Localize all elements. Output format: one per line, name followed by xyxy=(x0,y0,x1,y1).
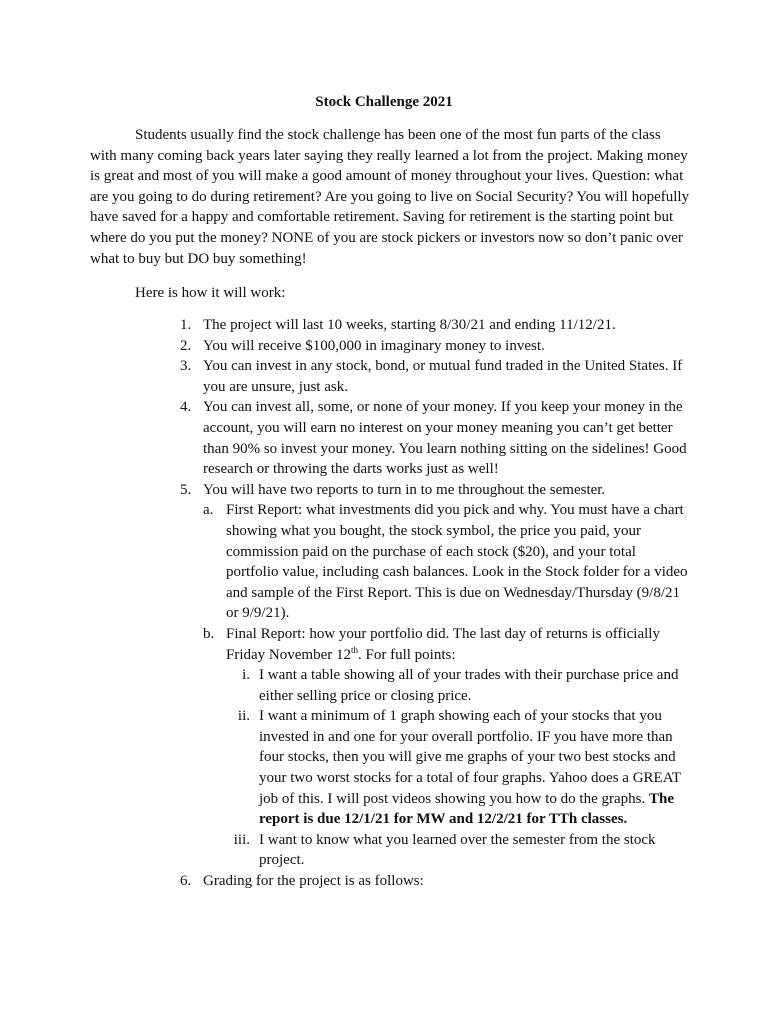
due-date-notice: The report is due 12/1/21 for MW and 12/2/21 for TTh classes. xyxy=(259,790,675,828)
requirement-text xyxy=(259,708,681,827)
list-number: 5. xyxy=(180,481,192,498)
requirement-text: I want a table showing all of your trades with their purchase price and either selling price or closing price. xyxy=(259,667,679,704)
graphs-text: I want a minimum of 1 graph showing each of your stocks that you invested in and one for your overall portfolio. IF you have more than four stocks, then you will give me graphs of your two best stocks and your two worst stocks for a total of four graphs. Yahoo does a GREAT job of this. I will post videos showing you how to do the graphs. xyxy=(259,708,681,807)
list-item xyxy=(180,397,690,479)
how-it-works-heading: Here is how it will work: xyxy=(135,285,286,301)
final-report-requirements xyxy=(226,665,690,871)
requirement-text: I want to know what you learned over the semester from the stock project. xyxy=(259,831,656,869)
list-text: You will receive $100,000 in imaginary money to invest. xyxy=(203,337,545,354)
sublist-text: First Report: what investments did you pick and why. You must have a chart showing what you bought, the stock symbol, the price you paid, your commission paid on the purchase of each stock ($20), and your total portfolio value, including cash balances. Look in the Stock folder for a video and sample of the First Report. This is due on Wednesday/Thursday (9/8/21 or 9/9/21). xyxy=(226,502,688,622)
report-sublist xyxy=(203,500,690,871)
final-report-text-end: . For full points: xyxy=(358,646,456,663)
list-number: 1. xyxy=(180,317,192,333)
list-item xyxy=(180,356,690,397)
list-item xyxy=(180,336,690,357)
requirement-item xyxy=(226,830,690,871)
sublist-letter: a. xyxy=(203,502,214,519)
list-text: You will have two reports to turn in to me throughout the semester. xyxy=(203,481,606,498)
list-item xyxy=(180,480,690,871)
intro-paragraph: Students usually find the stock challenge has been one of the most fun parts of the class with many coming back years later saying they really learned a lot from the project. Making money is great and most of you will make a good amount of money throughout your lives. Question: what are you going to do during retirement? Are you going to live on Social Security? You will hopefully have saved for a happy and comfortable retirement. Saving for retirement is the starting point but where do you put the money? NONE of you are stock pickers or investors now so don’t panic over what to buy but DO buy something! xyxy=(90,127,690,267)
list-text: You can invest all, some, or none of your money. If you keep your money in the account, you will earn no interest on your money meaning you can’t get better than 90% so invest your money. You learn nothing sitting on the sidelines! Good research or throwing the darts works just as well! xyxy=(203,399,687,478)
requirement-item xyxy=(226,665,690,706)
sublist-item-final-report xyxy=(203,624,690,871)
sublist-letter: b. xyxy=(203,625,215,642)
list-number: 6. xyxy=(180,873,192,890)
list-item xyxy=(180,315,690,336)
list-text: You can invest in any stock, bond, or mutual fund traded in the United States. If you are unsure, just ask. xyxy=(203,358,683,395)
roman-numeral: ii. xyxy=(237,708,250,725)
final-report-text: Final Report: how your portfolio did. The last day of returns is officially Friday November 12 xyxy=(226,625,660,663)
sublist-text xyxy=(226,626,660,663)
list-number: 2. xyxy=(180,337,192,354)
rules-list xyxy=(180,315,690,892)
sublist-item-first-report xyxy=(203,500,690,624)
roman-numeral: iii. xyxy=(233,831,250,848)
list-number: 3. xyxy=(180,358,192,375)
roman-numeral: i. xyxy=(242,667,250,684)
list-text: Grading for the project is as follows: xyxy=(203,873,424,890)
list-number: 4. xyxy=(180,399,192,416)
list-text: The project will last 10 weeks, starting 8/30/21 and ending 11/12/21. xyxy=(203,317,616,333)
requirement-item xyxy=(226,706,690,830)
document-title: Stock Challenge 2021 xyxy=(315,94,453,110)
list-item xyxy=(180,871,690,892)
ordinal-superscript: th xyxy=(350,644,358,655)
